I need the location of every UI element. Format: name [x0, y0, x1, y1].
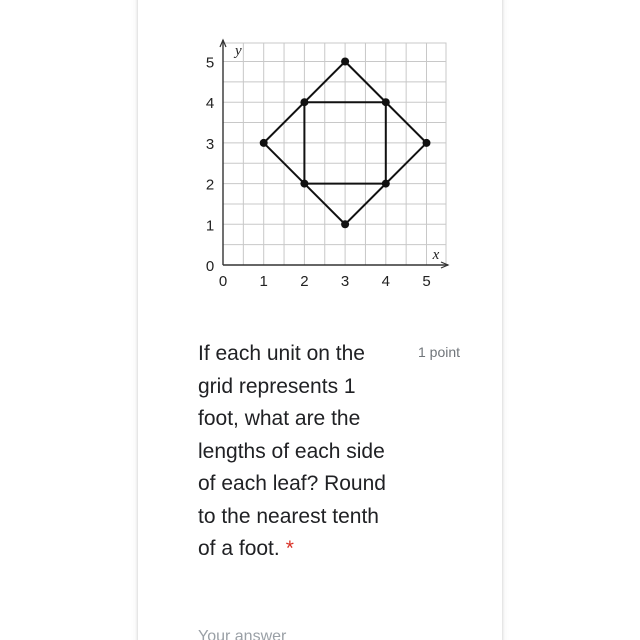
x-tick-label: 1	[259, 273, 268, 290]
question-text	[198, 338, 398, 566]
vertex-dot	[423, 139, 431, 147]
x-tick-label: 2	[300, 273, 309, 290]
x-tick-label: 5	[422, 273, 431, 290]
y-axis-label: y	[235, 43, 242, 59]
vertex-dot	[300, 180, 308, 188]
answer-input[interactable]	[198, 626, 398, 640]
required-asterisk: *	[285, 537, 294, 560]
y-tick-label: 0	[205, 258, 215, 275]
vertex-dot	[260, 139, 268, 147]
vertex-dot	[341, 58, 349, 66]
y-tick-label: 5	[205, 54, 215, 72]
x-tick-label: 4	[381, 273, 390, 290]
x-axis-label: x	[432, 247, 440, 263]
x-tick-label: 3	[340, 273, 350, 290]
y-tick-label: 1	[205, 217, 215, 235]
axes	[220, 40, 448, 268]
vertex-dot	[382, 180, 390, 188]
grid-border	[223, 43, 446, 265]
y-tick-label: 4	[205, 95, 215, 113]
points-badge: 1 point	[418, 344, 461, 360]
question-label: If each unit on the grid represents 1 foot, what are the lengths of each side of each leaf? Round to the nearest tenth of a foot.	[198, 342, 386, 560]
x-tick-label: 0	[218, 273, 228, 290]
y-tick-label: 3	[205, 135, 215, 153]
y-tick-label: 2	[205, 176, 215, 194]
vertex-dot	[300, 98, 308, 106]
vertex-dot	[382, 98, 390, 106]
vertex-dot	[341, 220, 349, 228]
coordinate-grid-figure	[0, 0, 640, 310]
grid-lines	[223, 43, 446, 265]
